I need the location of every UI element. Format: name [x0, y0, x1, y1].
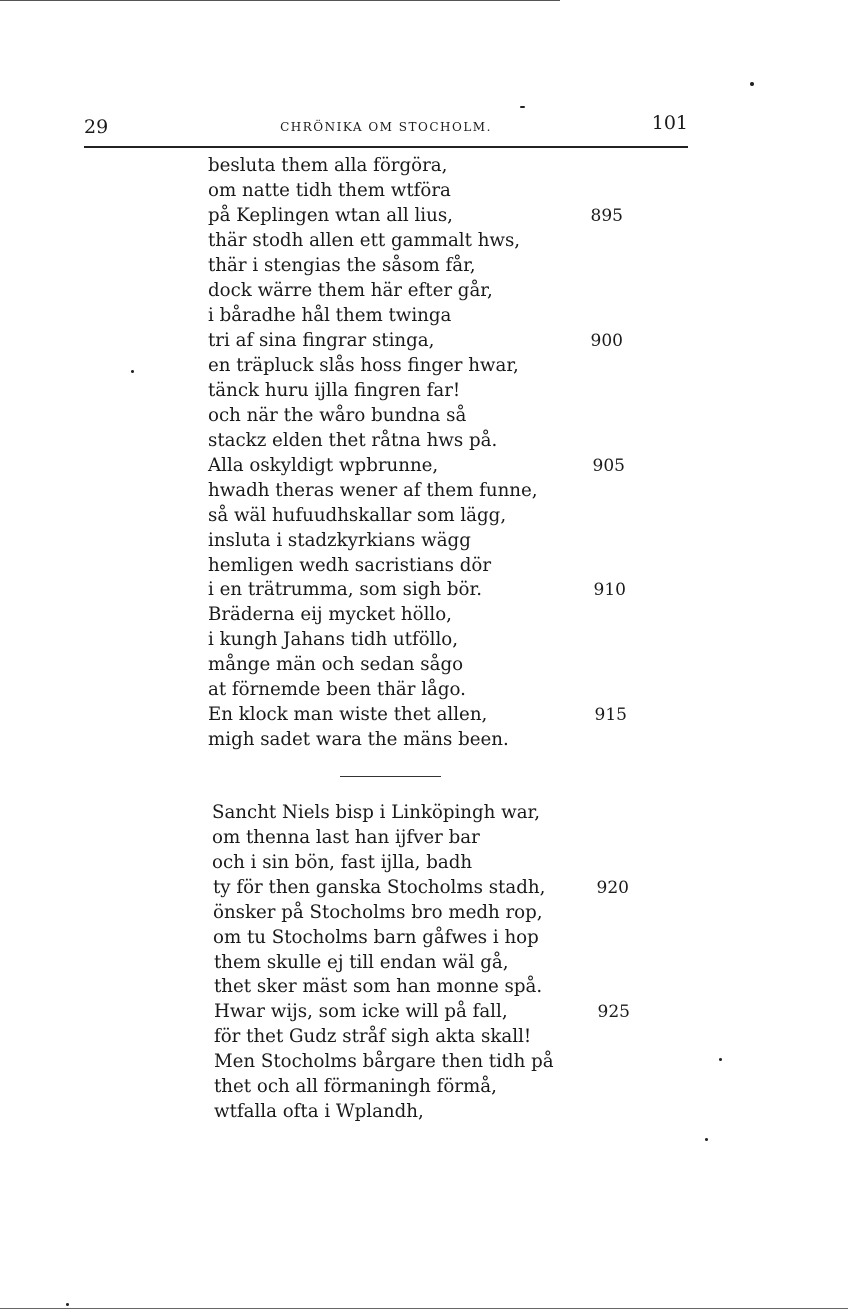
- scan-speck: [131, 370, 134, 373]
- verse-line: Alla oskyldigt wpbrunne,: [208, 455, 439, 476]
- verse-line: i en trätrumma, som sigh bör.: [208, 579, 482, 600]
- verse-line: önsker på Stocholms bro medh rop,: [213, 902, 543, 923]
- verse-line: en träpluck slås hoss finger hwar,: [208, 355, 519, 376]
- verse-line: hwadh theras wener af them funne,: [208, 480, 538, 501]
- verse-line: Men Stocholms bårgare then tidh på: [214, 1051, 554, 1072]
- line-number: 900: [590, 331, 623, 351]
- verse-line: wtfalla ofta i Wplandh,: [214, 1101, 424, 1122]
- verse-line: i kungh Jahans tidh utföllo,: [208, 629, 459, 650]
- verse-line: thet och all förmaningh förmå,: [214, 1076, 497, 1097]
- line-number: 895: [590, 206, 623, 226]
- verse-line: thär stodh allen ett gammalt hws,: [208, 230, 521, 251]
- verse-line: Bräderna eij mycket höllo,: [208, 604, 452, 625]
- page-number: 101: [651, 112, 688, 134]
- verse-line: tri af sina fingrar stinga,: [208, 330, 435, 351]
- verse-line: En klock man wiste thet allen,: [208, 704, 488, 725]
- verse-line: och när the wåro bundna så: [208, 405, 467, 426]
- verse-line: Hwar wijs, som icke will på fall,: [214, 1001, 508, 1022]
- running-title: CHRÖNIKA OM STOCHOLM.: [280, 120, 492, 134]
- verse-line: besluta them alla förgöra,: [208, 155, 448, 176]
- verse-line: thet sker mäst som han monne spå.: [214, 976, 543, 997]
- verse-line: insluta i stadzkyrkians wägg: [208, 530, 471, 551]
- section-divider: [340, 776, 441, 777]
- verse-line: thär i stengias the såsom får,: [208, 255, 476, 276]
- header-left-number: 29: [84, 116, 109, 138]
- verse-line: om tu Stocholms barn gåfwes i hop: [213, 927, 539, 948]
- verse-line: och i sin bön, fast ijlla, badh: [212, 852, 473, 873]
- scan-speck: [520, 106, 525, 108]
- verse-line: om thenna last han ijfver bar: [212, 827, 480, 848]
- scan-speck: [719, 1058, 722, 1061]
- verse-line: stackz elden thet råtna hws på.: [208, 430, 498, 451]
- verse-line: om natte tidh them wtföra: [208, 180, 451, 201]
- line-number: 915: [594, 705, 627, 725]
- verse-line: månge män och sedan sågo: [208, 654, 464, 675]
- verse-line: tänck huru ijlla fingren far!: [208, 380, 461, 401]
- header-rule: [84, 146, 688, 148]
- scan-speck: [705, 1138, 708, 1141]
- verse-line: ty för then ganska Stocholms stadh,: [213, 877, 546, 898]
- running-header: [84, 112, 688, 140]
- verse-line: så wäl hufuudhskallar som lägg,: [208, 505, 507, 526]
- page-top-edge: [0, 0, 560, 1]
- verse-line: at förnemde been thär lågo.: [208, 679, 466, 700]
- page-bottom-edge: [0, 1308, 848, 1309]
- verse-line: dock wärre them här efter går,: [208, 280, 493, 301]
- line-number: 905: [592, 456, 625, 476]
- verse-line: på Keplingen wtan all lius,: [208, 205, 453, 226]
- verse-line: Sancht Niels bisp i Linköpingh war,: [212, 802, 541, 823]
- verse-line: them skulle ej till endan wäl gå,: [214, 952, 509, 973]
- line-number: 925: [597, 1002, 630, 1022]
- verse-line: i båradhe hål them twinga: [208, 305, 452, 326]
- line-number: 910: [593, 580, 626, 600]
- scan-speck: [750, 82, 754, 86]
- line-number: 920: [596, 878, 629, 898]
- verse-line: migh sadet wara the mäns been.: [208, 729, 509, 750]
- verse-line: hemligen wedh sacristians dör: [208, 555, 492, 576]
- verse-line: för thet Gudz stråf sigh akta skall!: [214, 1026, 532, 1047]
- scan-speck: [66, 1303, 69, 1306]
